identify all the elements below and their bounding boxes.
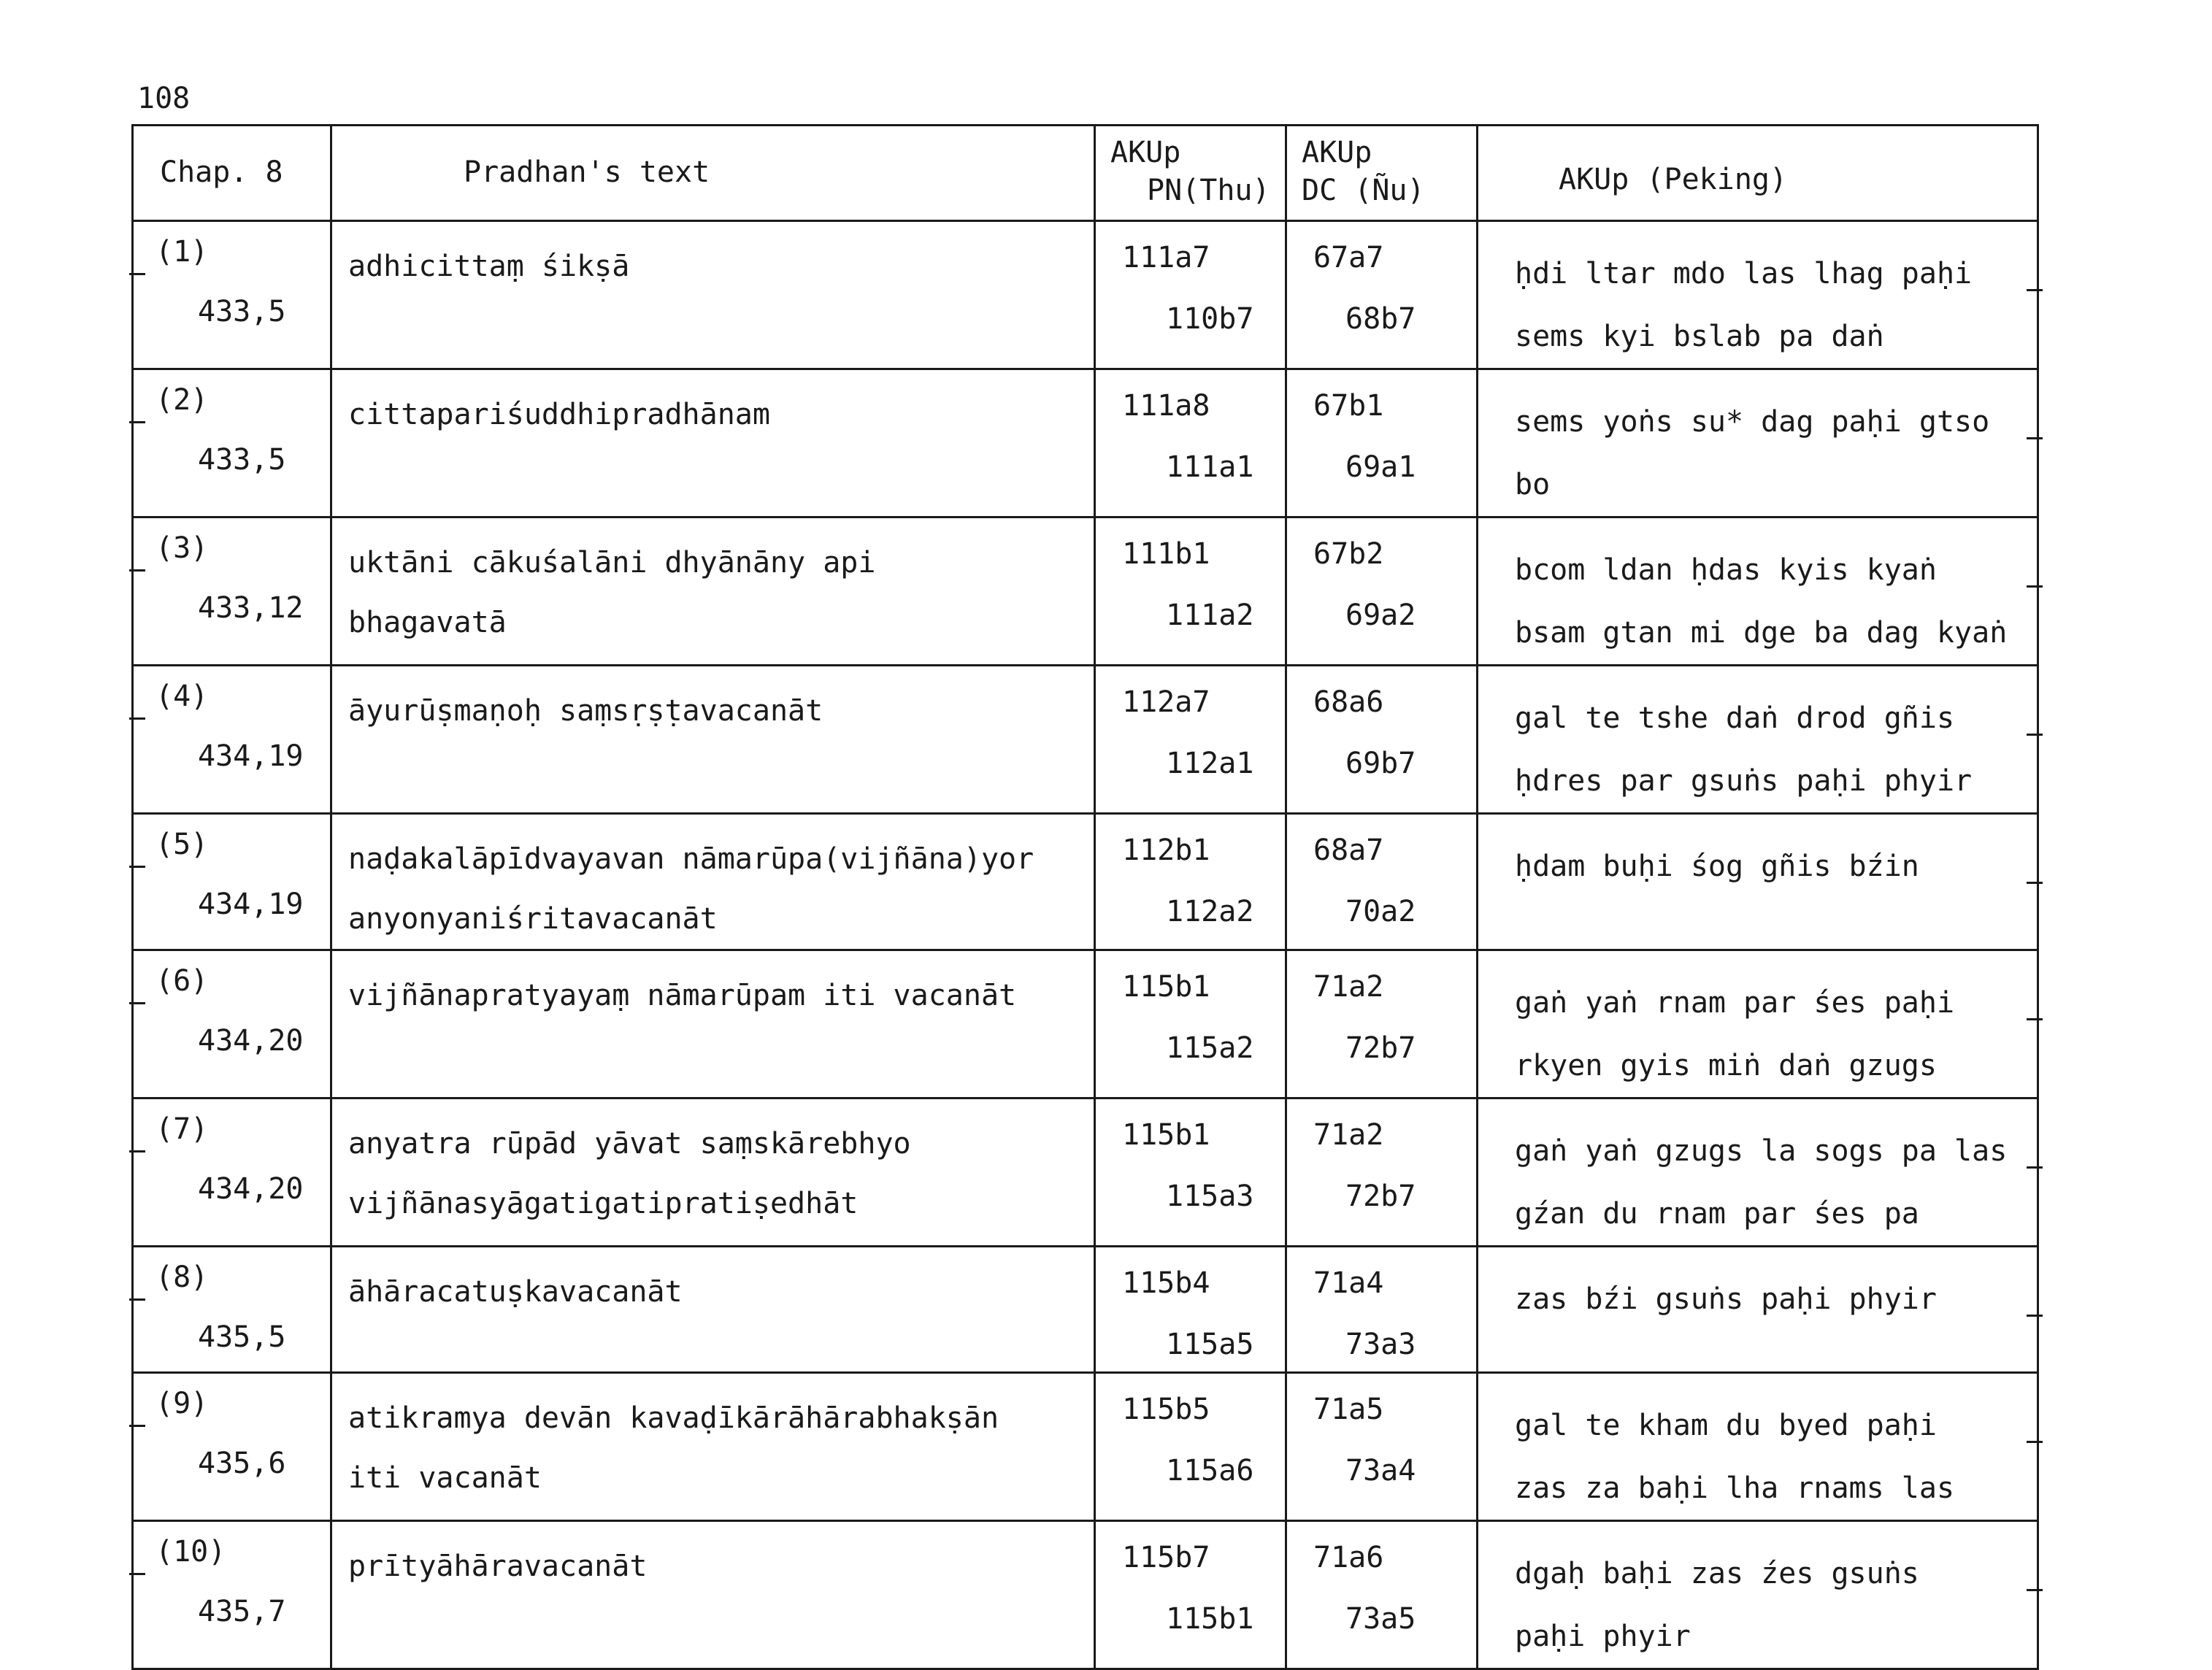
dc-folio-start: 71a6 [1313, 1541, 1384, 1574]
sanskrit-text-cell [331, 1098, 1095, 1247]
peking-tibetan-cell [1478, 221, 2038, 369]
dc-folio-start: 68a6 [1313, 685, 1384, 719]
peking-tibetan-cell [1478, 1098, 2038, 1247]
margin-dash [129, 1298, 145, 1301]
peking-tibetan-cell [1478, 517, 2038, 666]
margin-dash-right [2027, 1018, 2043, 1020]
row-number: (9) [155, 1387, 209, 1420]
dc-folio-cell [1286, 1521, 1478, 1669]
chapter-cell [133, 950, 331, 1098]
dc-folio-cell [1286, 1098, 1478, 1247]
dc-folio-cell [1286, 666, 1478, 814]
sanskrit-text-cell [331, 1373, 1095, 1521]
header-akup-pn: AKUp PN(Thu) [1095, 126, 1286, 221]
dc-folio-end: 72b7 [1345, 1031, 1416, 1065]
margin-dash-right [2027, 1315, 2043, 1317]
header-akup-peking: AKUp (Peking) [1478, 126, 2038, 221]
row-number: (10) [155, 1535, 226, 1569]
margin-dash [129, 1425, 145, 1427]
pn-folio-start: 111a8 [1122, 389, 1210, 423]
sanskrit-text-cell [331, 1521, 1095, 1669]
row-number: (1) [155, 235, 209, 269]
chapter-cell [133, 221, 331, 369]
sanskrit-line-2: anyonyaniśritavacanāt [348, 902, 718, 936]
page-number: 108 [137, 82, 191, 115]
tibetan-line-1: bcom ldan ḥdas kyis kyaṅ [1515, 553, 1937, 587]
dc-folio-end: 69a2 [1345, 599, 1416, 632]
peking-tibetan-cell [1478, 666, 2038, 814]
margin-dash-right [2027, 1589, 2043, 1591]
peking-tibetan-cell [1478, 950, 2038, 1098]
peking-tibetan-cell [1478, 1521, 2038, 1669]
row-number: (6) [155, 964, 209, 998]
sanskrit-text-cell [331, 517, 1095, 666]
chapter-cell [133, 369, 331, 517]
sanskrit-line-1: naḍakalāpīdvayavan nāmarūpa(vijñāna)yor [348, 842, 1034, 876]
dc-folio-start: 67b2 [1313, 537, 1384, 571]
sanskrit-text-cell [331, 221, 1095, 369]
dc-folio-start: 67b1 [1313, 389, 1384, 423]
page-line-ref: 434,20 [198, 1024, 304, 1058]
margin-dash [129, 569, 145, 572]
pn-folio-cell [1095, 1521, 1286, 1669]
margin-dash [129, 273, 145, 275]
sanskrit-line-1: cittapariśuddhipradhānam [348, 398, 770, 431]
dc-folio-end: 69b7 [1345, 747, 1416, 780]
page-line-ref: 433,12 [198, 591, 304, 625]
sanskrit-line-2: iti vacanāt [348, 1461, 542, 1495]
sanskrit-text-cell [331, 814, 1095, 950]
tibetan-line-1: ḥdi ltar mdo las lhag paḥi [1515, 257, 1973, 290]
page-line-ref: 433,5 [198, 295, 286, 328]
pn-folio-end: 112a2 [1166, 895, 1254, 928]
margin-dash-right [2027, 734, 2043, 736]
pn-folio-start: 115b1 [1122, 970, 1210, 1004]
sanskrit-line-1: adhicittaṃ śikṣā [348, 250, 630, 283]
tibetan-line-1: ḥdam buḥi śog gñis bźin [1515, 850, 1919, 883]
chapter-cell [133, 1373, 331, 1521]
pn-folio-end: 115a3 [1166, 1180, 1254, 1213]
pn-folio-cell [1095, 666, 1286, 814]
row-number: (8) [155, 1261, 209, 1294]
pn-folio-end: 112a1 [1166, 747, 1254, 780]
table-row [133, 221, 2038, 369]
dc-folio-start: 71a5 [1313, 1393, 1384, 1426]
pn-folio-cell [1095, 221, 1286, 369]
margin-dash-right [2027, 1166, 2043, 1169]
pn-folio-end: 115a6 [1166, 1454, 1254, 1488]
sanskrit-line-1: āyurūṣmaṇoḥ saṃsṛṣṭavacanāt [348, 694, 823, 728]
header-akup-dc: AKUp DC (Ñu) [1286, 126, 1478, 221]
pn-folio-cell [1095, 814, 1286, 950]
pn-folio-end: 110b7 [1166, 302, 1254, 336]
sanskrit-text-cell [331, 369, 1095, 517]
dc-folio-start: 71a4 [1313, 1266, 1384, 1300]
page-line-ref: 435,6 [198, 1447, 286, 1480]
pn-folio-end: 115a2 [1166, 1031, 1254, 1065]
margin-dash [129, 717, 145, 720]
dc-folio-start: 68a7 [1313, 834, 1384, 867]
table-row [133, 1247, 2038, 1373]
sanskrit-line-2: vijñānasyāgatigatipratiṣedhāt [348, 1187, 859, 1220]
page-line-ref: 433,5 [198, 443, 286, 477]
peking-tibetan-cell [1478, 814, 2038, 950]
dc-folio-cell [1286, 1247, 1478, 1373]
tibetan-line-1: gaṅ yaṅ rnam par śes paḥi [1515, 986, 1955, 1020]
margin-dash [129, 1573, 145, 1575]
dc-folio-cell [1286, 950, 1478, 1098]
pn-folio-end: 111a1 [1166, 450, 1254, 484]
table-row [133, 1521, 2038, 1669]
sanskrit-line-1: āhāracatuṣkavacanāt [348, 1275, 683, 1309]
pn-folio-start: 115b7 [1122, 1541, 1210, 1574]
pn-folio-end: 115a5 [1166, 1328, 1254, 1361]
pn-folio-start: 111b1 [1122, 537, 1210, 571]
peking-tibetan-cell [1478, 1247, 2038, 1373]
dc-folio-cell [1286, 814, 1478, 950]
row-number: (4) [155, 680, 209, 713]
chapter-cell [133, 1098, 331, 1247]
dc-folio-end: 68b7 [1345, 302, 1416, 336]
sanskrit-line-1: uktāni cākuśalāni dhyānāny api [348, 546, 876, 580]
row-number: (2) [155, 383, 209, 417]
sanskrit-line-2: bhagavatā [348, 606, 507, 639]
row-number: (5) [155, 828, 209, 861]
sanskrit-text-cell [331, 1247, 1095, 1373]
table-row [133, 1098, 2038, 1247]
page-line-ref: 434,19 [198, 739, 304, 773]
tibetan-line-2: bo [1515, 468, 1551, 501]
table-row [133, 1373, 2038, 1521]
sanskrit-line-1: anyatra rūpād yāvat saṃskārebhyo [348, 1127, 911, 1161]
margin-dash-right [2027, 882, 2043, 884]
peking-tibetan-cell [1478, 369, 2038, 517]
dc-folio-start: 67a7 [1313, 241, 1384, 274]
dc-folio-start: 71a2 [1313, 1118, 1384, 1152]
margin-dash [129, 1002, 145, 1004]
page-line-ref: 435,5 [198, 1320, 286, 1354]
pn-folio-start: 112b1 [1122, 834, 1210, 867]
pn-folio-start: 115b1 [1122, 1118, 1210, 1152]
margin-dash-right [2027, 437, 2043, 439]
tibetan-line-1: gaṅ yaṅ gzugs la sogs pa las [1515, 1134, 2008, 1168]
pn-folio-cell [1095, 1247, 1286, 1373]
sanskrit-line-1: vijñānapratyayaṃ nāmarūpam iti vacanāt [348, 979, 1017, 1012]
tibetan-line-2: gźan du rnam par śes pa [1515, 1197, 1919, 1231]
tibetan-line-2: paḥi phyir [1515, 1620, 1691, 1653]
chapter-cell [133, 1247, 331, 1373]
sanskrit-text-cell [331, 950, 1095, 1098]
dc-folio-cell [1286, 517, 1478, 666]
sanskrit-text-cell [331, 666, 1095, 814]
table-row [133, 517, 2038, 666]
chapter-cell [133, 666, 331, 814]
margin-dash [129, 421, 145, 423]
tibetan-line-2: ḥdres par gsuṅs paḥi phyir [1515, 764, 1973, 798]
page-line-ref: 434,20 [198, 1172, 304, 1206]
tibetan-line-2: sems kyi bslab pa daṅ [1515, 320, 1884, 353]
pn-folio-start: 111a7 [1122, 241, 1210, 274]
pn-folio-start: 115b5 [1122, 1393, 1210, 1426]
pn-folio-cell [1095, 950, 1286, 1098]
margin-dash [129, 1150, 145, 1153]
dc-folio-cell [1286, 221, 1478, 369]
dc-folio-end: 69a1 [1345, 450, 1416, 484]
comparison-table [131, 124, 2039, 1670]
pn-folio-end: 111a2 [1166, 599, 1254, 632]
dc-folio-end: 73a5 [1345, 1602, 1416, 1636]
table-row [133, 369, 2038, 517]
margin-dash-right [2027, 585, 2043, 588]
pn-folio-cell [1095, 369, 1286, 517]
chapter-cell [133, 517, 331, 666]
tibetan-line-1: zas bźi gsuṅs paḥi phyir [1515, 1282, 1937, 1316]
pn-folio-cell [1095, 1098, 1286, 1247]
tibetan-line-2: zas za baḥi lha rnams las [1515, 1471, 1955, 1505]
dc-folio-end: 73a4 [1345, 1454, 1416, 1488]
margin-dash [129, 866, 145, 868]
tibetan-line-1: dgaḥ baḥi zas źes gsuṅs [1515, 1557, 1919, 1590]
sanskrit-line-1: prītyāhāravacanāt [348, 1550, 648, 1583]
pn-folio-start: 112a7 [1122, 685, 1210, 719]
pn-folio-cell [1095, 517, 1286, 666]
peking-tibetan-cell [1478, 1373, 2038, 1521]
table-row [133, 666, 2038, 814]
pn-folio-cell [1095, 1373, 1286, 1521]
dc-folio-cell [1286, 1373, 1478, 1521]
tibetan-line-2: rkyen gyis miṅ daṅ gzugs [1515, 1049, 1937, 1082]
pn-folio-end: 115b1 [1166, 1602, 1254, 1636]
dc-folio-cell [1286, 369, 1478, 517]
chapter-cell [133, 814, 331, 950]
header-pradhan-text: Pradhan's text [331, 126, 1095, 221]
page-line-ref: 434,19 [198, 888, 304, 921]
header-chap: Chap. 8 [133, 126, 331, 221]
dc-folio-start: 71a2 [1313, 970, 1384, 1004]
pn-folio-start: 115b4 [1122, 1266, 1210, 1300]
dc-folio-end: 72b7 [1345, 1180, 1416, 1213]
margin-dash-right [2027, 289, 2043, 291]
tibetan-line-2: bsam gtan mi dge ba dag kyaṅ [1515, 616, 2008, 650]
header-row [133, 126, 2038, 221]
tibetan-line-1: gal te tshe daṅ drod gñis [1515, 701, 1955, 735]
table-row [133, 950, 2038, 1098]
chapter-cell [133, 1521, 331, 1669]
row-number: (7) [155, 1112, 209, 1146]
table-row [133, 814, 2038, 950]
dc-folio-end: 70a2 [1345, 895, 1416, 928]
page-line-ref: 435,7 [198, 1595, 286, 1628]
dc-folio-end: 73a3 [1345, 1328, 1416, 1361]
row-number: (3) [155, 531, 209, 565]
tibetan-line-1: sems yoṅs su* dag paḥi gtso [1515, 405, 1990, 439]
margin-dash-right [2027, 1441, 2043, 1443]
tibetan-line-1: gal te kham du byed paḥi [1515, 1409, 1937, 1442]
sanskrit-line-1: atikramya devān kavaḍīkārāhārabhakṣān [348, 1401, 999, 1435]
